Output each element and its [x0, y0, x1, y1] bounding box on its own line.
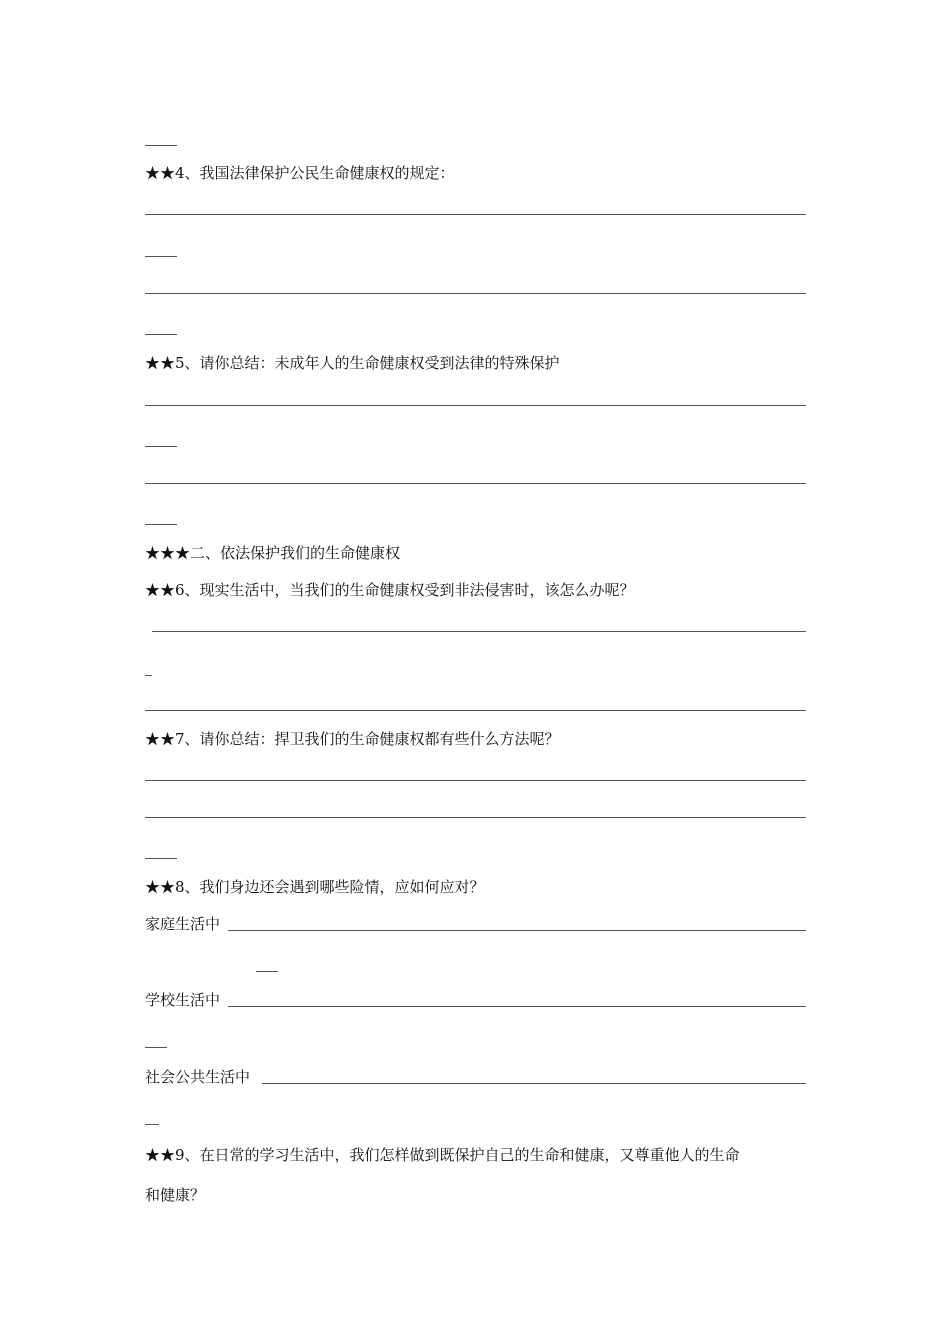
question-6: ★★6、现实生活中，当我们的生命健康权受到非法侵害时，该怎么办呢？: [145, 581, 635, 599]
answer-line[interactable]: [145, 780, 806, 781]
answer-line-stub[interactable]: [145, 524, 177, 525]
answer-line[interactable]: [145, 817, 806, 818]
answer-line[interactable]: [152, 631, 806, 632]
answer-line-stub[interactable]: [145, 446, 177, 447]
question-8: ★★8、我们身边还会遇到哪些险情，应如何应对？: [145, 878, 485, 896]
school-life-answer-line[interactable]: [228, 1006, 806, 1007]
answer-line[interactable]: [145, 483, 806, 484]
answer-line-stub[interactable]: [145, 1124, 159, 1125]
question-7: ★★7、请你总结：捍卫我们的生命健康权都有些什么方法呢？: [145, 730, 560, 748]
answer-line[interactable]: [145, 293, 806, 294]
family-life-answer-line[interactable]: [228, 930, 806, 931]
answer-line-stub[interactable]: [256, 971, 278, 972]
answer-line-stub[interactable]: [145, 1047, 167, 1048]
question-4: ★★4、我国法律保护公民生命健康权的规定：: [145, 164, 455, 182]
answer-line-stub[interactable]: [145, 858, 177, 859]
section-heading: ★★★二、依法保护我们的生命健康权: [145, 544, 401, 562]
family-life-label: 家庭生活中: [145, 915, 221, 933]
public-life-label: 社会公共生活中: [145, 1068, 251, 1086]
question-9-line-2: 和健康？: [145, 1186, 206, 1204]
public-life-answer-line[interactable]: [262, 1083, 806, 1084]
answer-line[interactable]: [145, 214, 806, 215]
school-life-label: 学校生活中: [145, 991, 221, 1009]
answer-line-stub[interactable]: [145, 145, 177, 146]
question-5: ★★5、请你总结：未成年人的生命健康权受到法律的特殊保护: [145, 354, 560, 372]
answer-line-stub[interactable]: [145, 675, 152, 676]
answer-line-stub[interactable]: [145, 256, 177, 257]
answer-line-stub[interactable]: [145, 334, 177, 335]
answer-line[interactable]: [145, 710, 806, 711]
answer-line[interactable]: [145, 405, 806, 406]
question-9-line-1: ★★9、在日常的学习生活中，我们怎样做到既保护自己的生命和健康，又尊重他人的生命: [145, 1146, 740, 1164]
